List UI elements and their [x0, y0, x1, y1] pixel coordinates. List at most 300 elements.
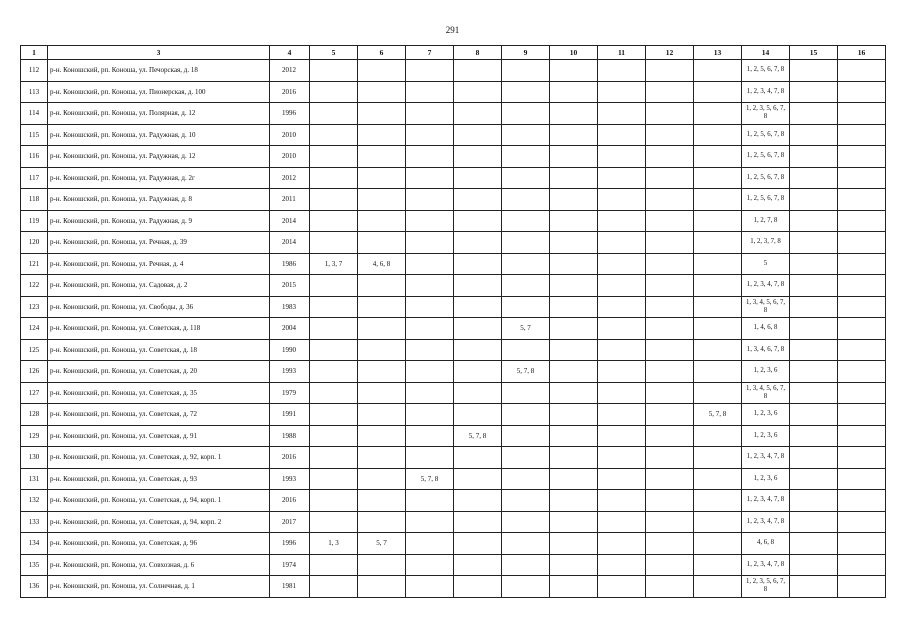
cell-c12: [646, 253, 694, 275]
cell-c10: [550, 103, 598, 125]
cell-c11: [598, 318, 646, 340]
cell-n: 127: [21, 382, 48, 404]
cell-c12: [646, 60, 694, 82]
cell-c9: [502, 468, 550, 490]
cell-c10: [550, 60, 598, 82]
cell-c15: [790, 447, 838, 469]
cell-n: 113: [21, 81, 48, 103]
cell-c10: [550, 490, 598, 512]
cell-c13: [694, 232, 742, 254]
cell-c11: [598, 533, 646, 555]
cell-n: 121: [21, 253, 48, 275]
cell-c6: [358, 404, 406, 426]
cell-c12: [646, 425, 694, 447]
cell-c13: [694, 146, 742, 168]
cell-c5: [310, 447, 358, 469]
cell-c7: [406, 404, 454, 426]
cell-c8: [454, 275, 502, 297]
cell-year: 2014: [270, 232, 310, 254]
cell-c8: [454, 296, 502, 318]
cell-n: 136: [21, 576, 48, 598]
cell-c7: [406, 146, 454, 168]
cell-c13: [694, 81, 742, 103]
cell-addr: р-н. Коношский, рп. Коноша, ул. Советская, д. 35: [48, 382, 270, 404]
cell-c6: [358, 210, 406, 232]
cell-n: 114: [21, 103, 48, 125]
cell-c5: [310, 382, 358, 404]
cell-c15: [790, 124, 838, 146]
cell-addr: р-н. Коношский, рп. Коноша, ул. Советская, д. 94, корп. 1: [48, 490, 270, 512]
cell-c10: [550, 533, 598, 555]
cell-c10: [550, 339, 598, 361]
cell-c7: [406, 490, 454, 512]
cell-c16: [838, 533, 886, 555]
cell-c12: [646, 275, 694, 297]
cell-n: 132: [21, 490, 48, 512]
cell-c10: [550, 210, 598, 232]
cell-n: 112: [21, 60, 48, 82]
cell-n: 135: [21, 554, 48, 576]
cell-c9: [502, 382, 550, 404]
cell-c9: [502, 210, 550, 232]
cell-c13: [694, 60, 742, 82]
cell-c15: [790, 382, 838, 404]
cell-c9: [502, 253, 550, 275]
cell-c7: [406, 318, 454, 340]
cell-c10: [550, 296, 598, 318]
cell-c12: [646, 511, 694, 533]
cell-c6: 5, 7: [358, 533, 406, 555]
cell-c10: [550, 232, 598, 254]
cell-c14: 1, 2, 3, 4, 7, 8: [742, 275, 790, 297]
cell-c12: [646, 468, 694, 490]
cell-n: 117: [21, 167, 48, 189]
column-header: 16: [838, 46, 886, 60]
cell-c13: [694, 275, 742, 297]
cell-c12: [646, 533, 694, 555]
cell-c11: [598, 490, 646, 512]
cell-c8: 5, 7, 8: [454, 425, 502, 447]
cell-c14: 1, 2, 3, 6: [742, 425, 790, 447]
cell-c8: [454, 468, 502, 490]
cell-c16: [838, 167, 886, 189]
cell-c14: 1, 2, 3, 4, 7, 8: [742, 554, 790, 576]
cell-c14: 1, 2, 5, 6, 7, 8: [742, 146, 790, 168]
cell-c11: [598, 103, 646, 125]
cell-c13: [694, 124, 742, 146]
cell-c8: [454, 81, 502, 103]
cell-c15: [790, 533, 838, 555]
cell-c14: 4, 6, 8: [742, 533, 790, 555]
cell-c15: [790, 253, 838, 275]
cell-addr: р-н. Коношский, рп. Коноша, ул. Садовая, д. 2: [48, 275, 270, 297]
cell-addr: р-н. Коношский, рп. Коноша, ул. Речная, д. 39: [48, 232, 270, 254]
cell-addr: р-н. Коношский, рп. Коноша, ул. Радужная, д. 9: [48, 210, 270, 232]
column-header: 3: [48, 46, 270, 60]
cell-c5: [310, 189, 358, 211]
cell-c6: [358, 189, 406, 211]
table-row: [21, 318, 886, 340]
cell-c12: [646, 296, 694, 318]
cell-c10: [550, 404, 598, 426]
cell-c13: [694, 103, 742, 125]
cell-c7: [406, 210, 454, 232]
cell-year: 1991: [270, 404, 310, 426]
table-row: [21, 361, 886, 383]
cell-n: 122: [21, 275, 48, 297]
cell-c14: 1, 2, 3, 4, 7, 8: [742, 81, 790, 103]
cell-c7: [406, 361, 454, 383]
cell-c12: [646, 318, 694, 340]
cell-year: 2012: [270, 167, 310, 189]
cell-c15: [790, 361, 838, 383]
cell-c11: [598, 167, 646, 189]
cell-addr: р-н. Коношский, рп. Коноша, ул. Пионерская, д. 100: [48, 81, 270, 103]
cell-year: 2016: [270, 81, 310, 103]
column-header: 4: [270, 46, 310, 60]
cell-c5: [310, 103, 358, 125]
cell-addr: р-н. Коношский, рп. Коноша, ул. Советская, д. 72: [48, 404, 270, 426]
cell-c7: [406, 124, 454, 146]
cell-c9: [502, 275, 550, 297]
cell-c12: [646, 189, 694, 211]
cell-c16: [838, 296, 886, 318]
cell-c6: [358, 425, 406, 447]
cell-c6: [358, 296, 406, 318]
cell-year: 2010: [270, 146, 310, 168]
column-header: 7: [406, 46, 454, 60]
cell-c8: [454, 576, 502, 598]
cell-c5: [310, 511, 358, 533]
cell-c12: [646, 210, 694, 232]
cell-n: 115: [21, 124, 48, 146]
cell-c8: [454, 511, 502, 533]
cell-c9: 5, 7: [502, 318, 550, 340]
cell-n: 128: [21, 404, 48, 426]
cell-c14: 1, 3, 4, 5, 6, 7, 8: [742, 382, 790, 404]
cell-c7: [406, 425, 454, 447]
cell-c6: [358, 60, 406, 82]
cell-n: 116: [21, 146, 48, 168]
cell-c13: [694, 511, 742, 533]
cell-c11: [598, 511, 646, 533]
cell-year: 1993: [270, 361, 310, 383]
cell-c5: [310, 361, 358, 383]
cell-c10: [550, 124, 598, 146]
cell-c11: [598, 296, 646, 318]
cell-c14: 1, 2, 5, 6, 7, 8: [742, 167, 790, 189]
cell-addr: р-н. Коношский, рп. Коноша, ул. Советская, д. 20: [48, 361, 270, 383]
cell-c5: [310, 60, 358, 82]
cell-c5: [310, 490, 358, 512]
cell-c7: [406, 554, 454, 576]
table-row: [21, 146, 886, 168]
cell-c16: [838, 81, 886, 103]
cell-c10: [550, 361, 598, 383]
cell-c5: [310, 81, 358, 103]
table-row: [21, 103, 886, 125]
cell-c15: [790, 490, 838, 512]
table-row: [21, 210, 886, 232]
cell-n: 124: [21, 318, 48, 340]
cell-year: 2015: [270, 275, 310, 297]
cell-c6: [358, 468, 406, 490]
cell-year: 2011: [270, 189, 310, 211]
cell-c9: [502, 554, 550, 576]
cell-year: 1974: [270, 554, 310, 576]
cell-c9: [502, 232, 550, 254]
cell-c9: [502, 511, 550, 533]
cell-c10: [550, 425, 598, 447]
cell-c9: [502, 490, 550, 512]
cell-year: 2016: [270, 447, 310, 469]
cell-c9: [502, 296, 550, 318]
cell-c11: [598, 576, 646, 598]
cell-c9: [502, 425, 550, 447]
cell-c13: 5, 7, 8: [694, 404, 742, 426]
cell-c12: [646, 81, 694, 103]
cell-c16: [838, 361, 886, 383]
cell-c12: [646, 576, 694, 598]
cell-c7: [406, 103, 454, 125]
cell-c14: 5: [742, 253, 790, 275]
cell-n: 133: [21, 511, 48, 533]
cell-year: 2012: [270, 60, 310, 82]
cell-c13: [694, 167, 742, 189]
cell-c15: [790, 210, 838, 232]
cell-addr: р-н. Коношский, рп. Коноша, ул. Совхозная, д. 6: [48, 554, 270, 576]
cell-c7: [406, 576, 454, 598]
cell-c13: [694, 253, 742, 275]
cell-c6: [358, 339, 406, 361]
page-number: 291: [445, 25, 460, 35]
cell-c12: [646, 447, 694, 469]
cell-c7: [406, 447, 454, 469]
table-row: [21, 167, 886, 189]
cell-addr: р-н. Коношский, рп. Коноша, ул. Радужная, д. 12: [48, 146, 270, 168]
cell-c11: [598, 253, 646, 275]
cell-year: 1979: [270, 382, 310, 404]
cell-c15: [790, 146, 838, 168]
cell-c14: 1, 2, 3, 5, 6, 7, 8: [742, 103, 790, 125]
cell-c15: [790, 103, 838, 125]
cell-c13: [694, 318, 742, 340]
cell-c11: [598, 124, 646, 146]
cell-c12: [646, 554, 694, 576]
cell-c5: [310, 275, 358, 297]
cell-c15: [790, 468, 838, 490]
cell-addr: р-н. Коношский, рп. Коноша, ул. Советская, д. 93: [48, 468, 270, 490]
cell-year: 2004: [270, 318, 310, 340]
cell-c13: [694, 468, 742, 490]
table-row: [21, 275, 886, 297]
cell-c6: [358, 447, 406, 469]
cell-c14: 1, 2, 3, 5, 6, 7, 8: [742, 576, 790, 598]
cell-c15: [790, 404, 838, 426]
cell-c6: [358, 490, 406, 512]
cell-c5: 1, 3, 7: [310, 253, 358, 275]
cell-c11: [598, 425, 646, 447]
cell-c16: [838, 60, 886, 82]
cell-n: 119: [21, 210, 48, 232]
cell-c13: [694, 447, 742, 469]
cell-c12: [646, 103, 694, 125]
cell-c8: [454, 103, 502, 125]
cell-c16: [838, 468, 886, 490]
cell-c7: [406, 275, 454, 297]
cell-c9: [502, 81, 550, 103]
table-row: [21, 189, 886, 211]
cell-c7: [406, 339, 454, 361]
cell-addr: р-н. Коношский, рп. Коноша, ул. Советская, д. 96: [48, 533, 270, 555]
cell-c8: [454, 404, 502, 426]
cell-c16: [838, 124, 886, 146]
table-row: [21, 60, 886, 82]
cell-c11: [598, 404, 646, 426]
cell-c7: [406, 232, 454, 254]
table-row: [21, 339, 886, 361]
cell-c7: [406, 533, 454, 555]
cell-c6: [358, 146, 406, 168]
cell-c10: [550, 167, 598, 189]
cell-addr: р-н. Коношский, рп. Коноша, ул. Полярная, д. 12: [48, 103, 270, 125]
cell-c5: [310, 146, 358, 168]
cell-c5: [310, 576, 358, 598]
cell-c15: [790, 339, 838, 361]
cell-year: 1983: [270, 296, 310, 318]
cell-c15: [790, 167, 838, 189]
cell-c5: [310, 468, 358, 490]
cell-c5: [310, 425, 358, 447]
cell-c13: [694, 361, 742, 383]
cell-c6: 4, 6, 8: [358, 253, 406, 275]
cell-c16: [838, 404, 886, 426]
cell-c9: [502, 167, 550, 189]
table-row: [21, 81, 886, 103]
cell-c7: [406, 81, 454, 103]
table-body: [21, 60, 886, 598]
cell-c9: 5, 7, 8: [502, 361, 550, 383]
cell-c11: [598, 361, 646, 383]
cell-c12: [646, 167, 694, 189]
table-row: [21, 554, 886, 576]
cell-c11: [598, 382, 646, 404]
cell-c6: [358, 232, 406, 254]
cell-c12: [646, 404, 694, 426]
cell-c13: [694, 490, 742, 512]
column-header: 10: [550, 46, 598, 60]
cell-c13: [694, 576, 742, 598]
cell-c15: [790, 554, 838, 576]
header-row: [21, 46, 886, 60]
cell-c10: [550, 253, 598, 275]
cell-n: 131: [21, 468, 48, 490]
cell-c12: [646, 382, 694, 404]
cell-year: 1996: [270, 533, 310, 555]
column-header: 8: [454, 46, 502, 60]
cell-c14: 1, 2, 7, 8: [742, 210, 790, 232]
column-header: 13: [694, 46, 742, 60]
cell-c10: [550, 447, 598, 469]
cell-c5: [310, 554, 358, 576]
cell-c9: [502, 146, 550, 168]
cell-c6: [358, 167, 406, 189]
cell-n: 130: [21, 447, 48, 469]
cell-c14: 1, 2, 3, 6: [742, 468, 790, 490]
cell-c16: [838, 490, 886, 512]
cell-c12: [646, 490, 694, 512]
cell-c13: [694, 189, 742, 211]
cell-addr: р-н. Коношский, рп. Коноша, ул. Радужная, д. 8: [48, 189, 270, 211]
cell-c9: [502, 124, 550, 146]
cell-c7: [406, 253, 454, 275]
cell-addr: р-н. Коношский, рп. Коноша, ул. Советская, д. 118: [48, 318, 270, 340]
cell-c10: [550, 554, 598, 576]
cell-c14: 1, 2, 5, 6, 7, 8: [742, 124, 790, 146]
cell-c12: [646, 339, 694, 361]
cell-c6: [358, 81, 406, 103]
cell-c13: [694, 382, 742, 404]
cell-c15: [790, 275, 838, 297]
table-row: [21, 490, 886, 512]
cell-addr: р-н. Коношский, рп. Коноша, ул. Советская, д. 18: [48, 339, 270, 361]
cell-c13: [694, 425, 742, 447]
column-header: 9: [502, 46, 550, 60]
cell-c9: [502, 576, 550, 598]
cell-c10: [550, 576, 598, 598]
cell-year: 2014: [270, 210, 310, 232]
cell-c5: [310, 404, 358, 426]
cell-c14: 1, 2, 3, 4, 7, 8: [742, 511, 790, 533]
cell-c9: [502, 103, 550, 125]
cell-c6: [358, 318, 406, 340]
cell-c15: [790, 296, 838, 318]
cell-c8: [454, 60, 502, 82]
cell-c7: [406, 189, 454, 211]
cell-c13: [694, 533, 742, 555]
cell-c15: [790, 60, 838, 82]
cell-c6: [358, 576, 406, 598]
cell-c14: 1, 2, 3, 4, 7, 8: [742, 447, 790, 469]
cell-addr: р-н. Коношский, рп. Коноша, ул. Советская, д. 92, корп. 1: [48, 447, 270, 469]
cell-c11: [598, 60, 646, 82]
cell-c14: 1, 2, 5, 6, 7, 8: [742, 60, 790, 82]
cell-n: 129: [21, 425, 48, 447]
cell-addr: р-н. Коношский, рп. Коноша, ул. Радужная, д. 2г: [48, 167, 270, 189]
cell-c16: [838, 103, 886, 125]
column-header: 11: [598, 46, 646, 60]
cell-c13: [694, 210, 742, 232]
cell-c10: [550, 189, 598, 211]
cell-c14: 1, 2, 5, 6, 7, 8: [742, 189, 790, 211]
cell-c7: [406, 296, 454, 318]
cell-c11: [598, 447, 646, 469]
cell-c16: [838, 253, 886, 275]
register-table: [20, 45, 886, 598]
cell-c16: [838, 146, 886, 168]
cell-c9: [502, 533, 550, 555]
cell-c9: [502, 404, 550, 426]
cell-c10: [550, 275, 598, 297]
table-row: [21, 576, 886, 598]
cell-n: 118: [21, 189, 48, 211]
cell-c5: [310, 318, 358, 340]
table-row: [21, 511, 886, 533]
table-row: [21, 296, 886, 318]
cell-c16: [838, 511, 886, 533]
cell-addr: р-н. Коношский, рп. Коноша, ул. Радужная, д. 10: [48, 124, 270, 146]
cell-c15: [790, 81, 838, 103]
